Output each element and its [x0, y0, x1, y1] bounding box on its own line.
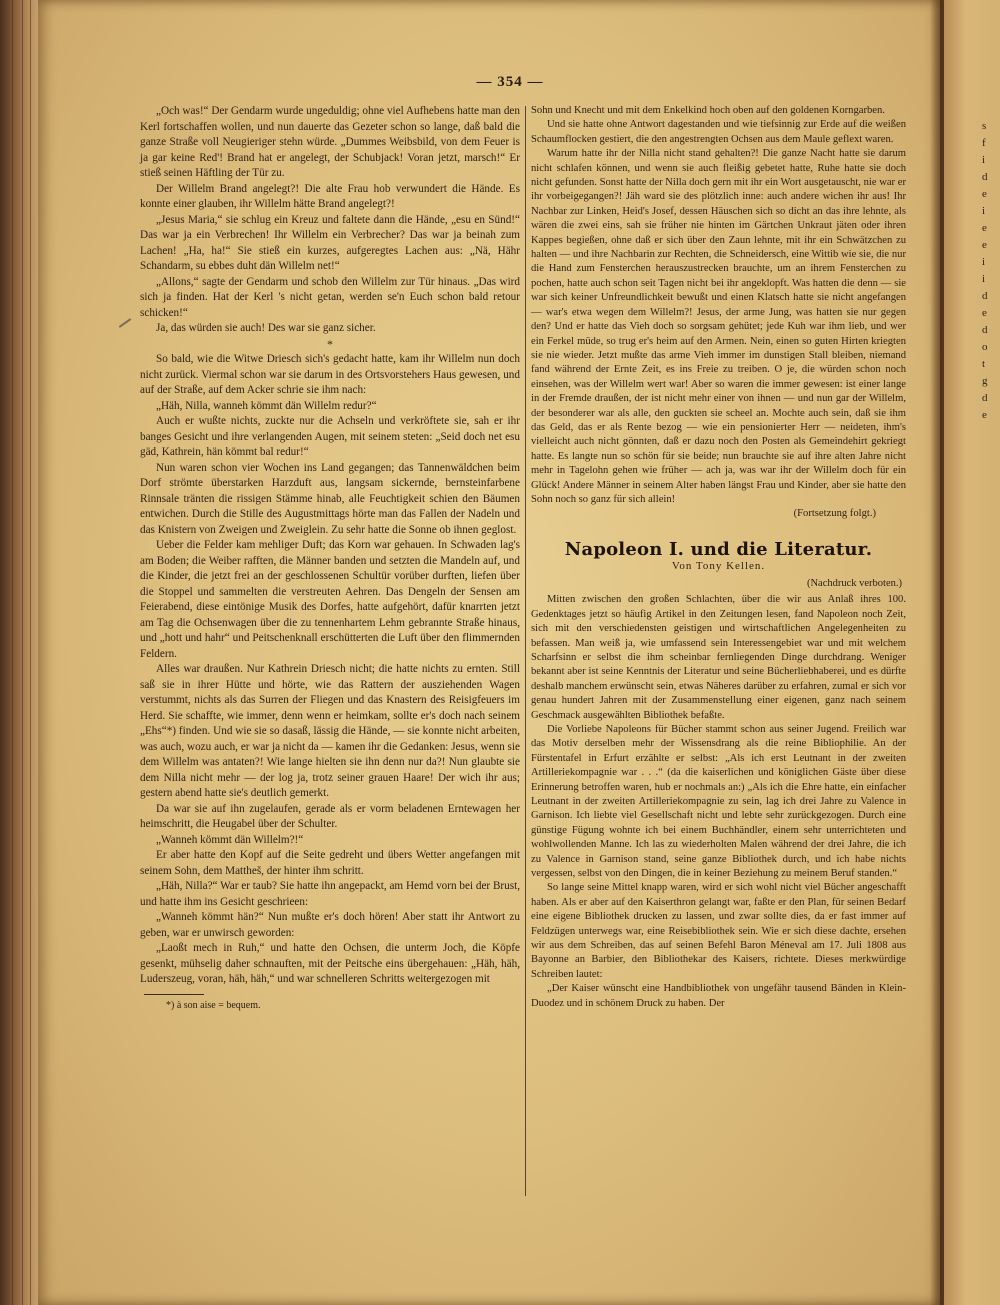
story-paragraph: „Laoßt mech in Ruh,“ und hatte den Ochsen, die unterm Joch, die Köpfe gesenkt, mühselig daher schnauften, mit der Peitsche eins übergehauen: „Häh, häh, Luderszeug, voran, häh, häh,“ und war schnelleren Schritts weitergezogen mit: [140, 942, 520, 985]
margin-letter: e: [982, 222, 987, 234]
margin-letter: d: [982, 290, 988, 302]
article-byline: Von Tony Kellen.: [671, 560, 766, 573]
story-paragraph: Nun waren schon vier Wochen ins Land gegangen; das Tannenwäldchen beim Dorf strömte überstarken Harzduft aus, langsam sickernde, bernsteinfarbene Rinnsale tränten die rissigen Stämme hinab, alle Feuchtigkeit schien den Bäumen entwichen. Durch die Stille des Augustmittags hörte man das Fallen der Nadeln und das Knistern von Zweigen und Zweiglein. Zu sehr hatte die Sonne ob ihnen geglost.: [140, 461, 520, 536]
story-paragraph: Er aber hatte den Kopf auf die Seite gedreht und übers Wetter angefangen mit seinem Sohn, dem Mattheš, der hinter ihm schritt.: [140, 849, 520, 877]
story-paragraph: Alles war draußen. Nur Kathrein Driesch nicht; die hatte nichts zu ernten. Still saß sie in ihrer Hütte und hörte, wie das Rattern der ausziehenden Wagen verstummt, nichts als das Surren der Fliegen und das Knastern des Reisigfeuers im Herd. Sie schaffte, wie immer, denn wenn er heimkam, sollte er's doch nach seinem „Ehs“*) finden. Und wie sie so dasaß, lässig die Hände, — sie konnte nicht arbeiten, was auch, wozu auch, er war ja nicht da — kamen ihr die Gedanken: Jesus, wenn sie dem Willelm was antaten?! Wie lange hielten sie ihn denn nur da?! Nun glaubte sie dem Nilla nicht mehr — der log ja, trotz seiner grauen Haare! Der wich ihr aus; gestern abend hatte sie's deutlich gemerkt.: [140, 663, 520, 799]
section-separator: *: [327, 336, 333, 351]
margin-letter: f: [982, 137, 986, 149]
footnote: *) à son aise = bequem.: [166, 999, 261, 1011]
binding-edge-line: [12, 0, 13, 1305]
margin-letter: e: [982, 409, 987, 421]
binding-edge-line: [30, 0, 31, 1305]
margin-letter: e: [982, 239, 987, 251]
story-paragraph: „Wanneh kömmt hän?“ Nun mußte er's doch hören! Aber statt ihr Antwort zu geben, war er unwirsch geworden:: [140, 911, 520, 939]
margin-letter: o: [982, 341, 988, 353]
left-column: [140, 104, 520, 1013]
margin-letter: i: [982, 205, 986, 217]
story-paragraph: Warum hatte ihr der Nilla nicht stand gehalten?! Die ganze Nacht hatte sie darum nicht schlafen können, und wenn sie auch fleißig gebetet hatte, Ruhe hatte sie doch nicht gefunden. Sonst hatte der Nilla doch gern mit ihr ein Wort ausgetauscht, nie war er ihr vorbeigegangen?! Jäh ward sie des plötzlich inne: auch andere wichen ihr aus! Ihr Nachbar zur Linken, Heid's Josef, dessen Häuschen sich so dicht an das ihre lehnte, als wären die zwei eins, sah sie früher nie hinten im Gärtchen Unkraut jäten oder ihren Kappes begießen, ohne daß er sich über den Zaun lehnte, mit ihr ein Schwätzchen zu halten — und ihre Nachbarin zur Rechten, die Schneidersch, eine Wittib wie sie, die nur die Hand zum Fensterchen herauszustrecken brauchte, um an ihrem Fensterchen zu pochen, hatte auch schon seit Tagen nicht bei ihr angeklopft. Was hatten die denn — sie war sich keiner Unfreundlichkeit bewußt und einen Klatsch hatte sie nicht angefangen — war's etwa wegen dem Willelm?! Jesus, der arme Jung, was hatten sie nur gegen den? Und er hatte das Vieh doch so sorgsam gehütet; jede Kuh war ihm lieb, und wer ein Ferkel müde, so trug er's heim auf den Armen. Nein, einen so guten Hirten kriegten sie nie wieder. Jetzt mußte das arme Vieh immer im dunstigen Stall bleiben, niemand fand während der Ernte Zeit, es ins Freie zu treiben. O je, die würden schon noch einsehen, was der Willelm wert war! Aber so waren die immer gewesen: ist einer lange in der Fremde draußen, der ist nicht mehr einer von ihnen — und nun gar der Willelm, der besonderer war als alle, den guckten sie scheel an. Mochte auch sein, daß sie ihm das Geld, das er als Rente bezog — wie ein pensionierter Herr — neideten, ihm's vielleicht auch nicht gönnten, daß er dazu noch den Posten als Gemeindehirt gekriegt hatte. Es langte nun so schön für sie beide; nun brauchte sie auf ihre alten Jahre nicht mehr in Tagelohn gehen wie früher — ach ja, was war ihr der Willelm doch für ein Glück! Andere Männer in seinem Alter haben längst Frau und Kinder, aber sie hatte den Sohn noch so ganz für sich allein!: [531, 148, 906, 505]
story-paragraph: So bald, wie die Witwe Driesch sich's gedacht hatte, kam ihr Willelm nun doch nicht zurück. Viermal schon war sie darum in des Ortsvorstehers Haus gewesen, und auf der Straße, auf dem Acker schrie sie ihm nach:: [140, 353, 520, 396]
story-paragraph: „Allons,“ sagte der Gendarm und schob den Willelm zur Tür hinaus. „Das wird sich ja finden. Hat der Kerl 's nicht getan, werden se'n Euch schon bald retour schicken!“: [140, 275, 520, 319]
book-binding: [0, 0, 40, 1305]
story-paragraph: Und sie hatte ohne Antwort dagestanden und wie tiefsinnig zur Erde auf die weißen Schaumflocken gestiert, die den angestrengten Ochsen aus dem Maule geflext waren.: [531, 119, 906, 145]
margin-letter: d: [982, 324, 988, 336]
margin-letter: s: [982, 120, 987, 132]
story-paragraph: „Jesus Maria,“ sie schlug ein Kreuz und faltete dann die Hände, „esu en Sünd!“ Das war ja ein Verbrechen! Ihr Willelm ein Verbrecher? Das war ja beinah zum Lachen! „Ha, ha!“ Sie stieß ein kurzes, aufgeregtes Lachen aus: „Nä, Hähr Schandarm, su ebbes duht dän Willelm net!“: [140, 213, 520, 272]
facing-page-text: [982, 118, 1000, 424]
footnote-rule: [144, 994, 204, 995]
continued-note: (Fortsetzung folgt.): [793, 508, 876, 520]
story-paragraph: „Häh, Nilla, wanneh kömmt dän Willelm redur?“: [156, 399, 377, 412]
story-paragraph: Der Willelm Brand angelegt?! Die alte Frau hob verwundert die Hände. Es konnte einer glauben, ihr Willelm hätte Brand angelegt?!: [140, 182, 520, 210]
margin-letter: i: [982, 256, 986, 268]
article-paragraph: Die Vorliebe Napoleons für Bücher stammt schon aus seiner Jugend. Freilich war das Motiv derselben mehr der Wissensdrang als die reine Bibliophilie. An der Fürstentafel in Erfurt erzählte er selbst: „Als ich erst Leutnant in der zweiten Artilleriekompagnie war . . .“ (da die kaiserlichen und königlichen Gäste über diese Erinnerung betroffen waren, hub er nochmals an:) „Als ich die Ehre hatte, ein einfacher Leutnant in der zweiten Artilleriekompagnie zu sein, lag ich drei Jahre zu Valence in Garnison. Ich liebte viel Gesellschaft nicht und lebte sehr zurückgezogen. Durch eine günstige Fügung wohnte ich bei einem Buchhändler, einem sehr unterrichteten und wohlwollenden Manne. Ich las zu wiederholten Malen während der drei Jahre, die ich zu Valence in Garnison stand, seine ganze Bibliothek durch, und ich habe nichts vergessen, selbst von den Dingen, die in keiner Beziehung zu meinem Beruf standen.“: [531, 723, 906, 879]
margin-letter: g: [982, 375, 988, 387]
story-paragraph: Da war sie auf ihn zugelaufen, gerade als er vorm beladenen Erntewagen her heimschritt, die Heugabel über der Schulter.: [140, 802, 520, 830]
story-paragraph: Auch er wußte nichts, zuckte nur die Achseln und verkröftete sie, sah er ihr banges Gesicht und ihre verlangenden Augen, mit seinem steten: „Seid doch net esu gäd, Kathrein, hän kömmt bal redur!“: [140, 415, 520, 458]
margin-letter: e: [982, 307, 987, 319]
story-paragraph: „Och was!“ Der Gendarm wurde ungeduldig; ohne viel Aufhebens hatte man den Kerl fortschaffen wollen, und nun dauerte das Gezeter schon so lange, daß bald die ganze Straße voll Neugieriger stehn würde. „Dummes Weibsbild, von dem Feuer is ja gar keine Red'! Brand hat er angelegt, der Schubjack! Voran jetzt, marsch!“ Er stieß seinen Häftling der Tür zu.: [140, 105, 520, 179]
article-paragraph: „Der Kaiser wünscht eine Handbibliothek von ungefähr tausend Bänden in Klein-Duodez und in schönem Druck zu haben. Der: [531, 983, 906, 1009]
margin-letter: t: [982, 358, 986, 370]
page-number: — 354 —: [476, 74, 544, 90]
story-paragraph: Ja, das würden sie auch! Des war sie ganz sicher.: [156, 322, 376, 334]
margin-letter: d: [982, 171, 988, 183]
article-paragraph: So lange seine Mittel knapp waren, wird er sich wohl nicht viel Bücher angeschafft haben. Als er aber auf den Kaiserthron gelangt war, faßte er den Plan, für seinen Bedarf eine eigene Bibliothek drucken zu lassen, und zwar sollte dies, da er fast immer auf Feldzügen unterwegs war, eine Reisebibliothek sein. Wie er sich diese dachte, ersehen wir aus dem Schreiben, das auf seinen Befehl Baron Méneval am 17. Juli 1808 aus Bayonne an Barbier, den Bibliothekar des Kaisers, richtete. Dieses merkwürdige Schreiben lautet:: [531, 882, 906, 980]
reprint-note: (Nachdruck verboten.): [806, 577, 902, 589]
margin-letter: d: [982, 392, 988, 404]
story-paragraph: Ueber die Felder kam mehliger Duft; das Korn war gehauen. In Schwaden lag's am Boden; die Weiber rafften, die Männer banden und setzten die Mandeln auf, und die Kinder, die jetzt frei an der geschlossenen Schultür vorüber durften, liefen über die Stoppel und sammelten die verstreuten Aehren. Das Dengeln der Sensen am Feierabend, diese eintönige Musik des Dorfes, hatte aufgehört, dafür knarrten jetzt am Tag die Ochsenwagen über die zu tennenhartem Lehm gebrannte Straße hinaus, und „hott und hahr“ und Peitschenknall erschütterten die Luft über den flimmernden Feldern.: [140, 539, 520, 660]
story-paragraph: Sohn und Knecht und mit dem Enkelkind hoch oben auf den goldenen Korngarben.: [531, 105, 885, 116]
right-column: [531, 104, 906, 1011]
column-rule: [525, 106, 526, 1196]
story-paragraph: „Wanneh kömmt dän Willelm?!“: [156, 833, 304, 846]
article-paragraph: Mitten zwischen den großen Schlachten, über die wir aus Anlaß ihres 100. Gedenktages jetzt so häufig Artikel in den Zeitungen lesen, fand Napoleon noch Zeit, sich mit den verschiedensten geistigen und wirtschaftlichen Angelegenheiten zu befassen. Man weiß ja, wie umfassend sein Interessengebiet war und mit welchem Scharfsinn er selbst die ihm scheinbar fernliegenden Dinge durchdrang. Weniger bekannt aber ist seine Kenntnis der Literatur und seine Bücherliebhaberei, und es dürfte deshalb manchem erwünscht sein, etwas Näheres darüber zu erfahren, zumal er sich vor genau hundert Jahren mit der Zusammenstellung einer eigenen, ganz nach seinem Geschmack ausgewählten Bibliothek befaßte.: [531, 594, 906, 721]
article-title: Napoleon I. und die Literatur.: [564, 538, 873, 560]
margin-letter: i: [982, 154, 986, 166]
story-paragraph: „Häh, Nilla?“ War er taub? Sie hatte ihn angepackt, am Hemd vorn bei der Brust, und hatte ihm ins Gesicht geschrieen:: [140, 880, 520, 908]
margin-letter: e: [982, 188, 987, 200]
binding-edge-line: [22, 0, 23, 1305]
margin-letter: i: [982, 273, 986, 285]
